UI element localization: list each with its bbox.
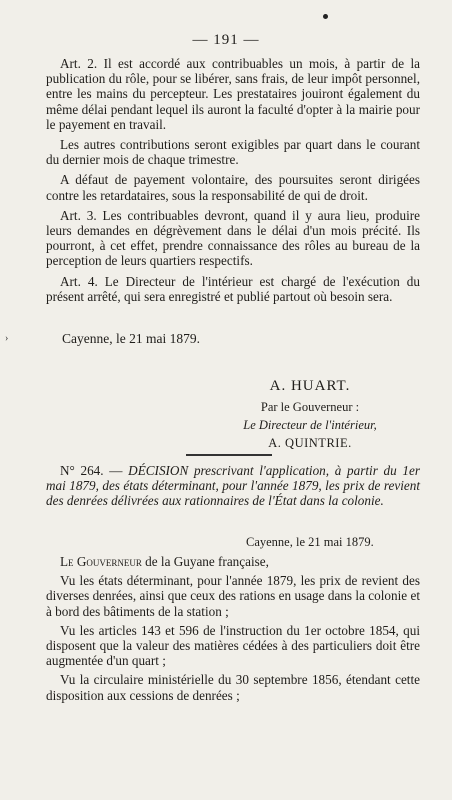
- vu-paragraph: Vu les articles 143 et 596 de l'instruction du 1er octobre 1854, qui disposent que la valeur des matières cédées à des particuliers doit être augmentée d'un quart ;: [46, 622, 420, 669]
- article-4-paragraph: Art. 4. Le Directeur de l'intérieur est chargé de l'exécution du présent arrêté, qui sera enregistré et publié partout où besoin sera.: [46, 273, 420, 304]
- article-3-paragraph: Art. 3. Les contribuables devront, quand il y aura lieu, produire leurs demandes en dégrèvement dans le délai d'un mois précité. Ils pourront, à cet effet, prendre connaissance des rôles au bureau de la perception de leurs quartiers respectifs.: [46, 207, 420, 269]
- gouverneur-rest: de la Guyane française,: [141, 554, 269, 569]
- decision-text: DÉCISION prescrivant l'application, à partir du 1er mai 1879, des états déterminant, pour l'année 1879, les prix de revient des denrées délivrées aux rationnaires de l'État dans la colonie.: [46, 463, 420, 509]
- poursuites-paragraph: A défaut de payement volontaire, des poursuites seront dirigées contre les retardataires, sous la responsabilité de qui de droit.: [46, 172, 420, 203]
- vu-paragraph: Vu les états déterminant, pour l'année 1879, les prix de revient des diverses denrées, ainsi que ceux des rations en usage dans la colonie et à bord des bâtiments de la station ;: [46, 573, 420, 619]
- signature-directeur: Le Directeur de l'intérieur,: [243, 418, 377, 432]
- signature-name: A. HUART.: [269, 378, 351, 394]
- signature-quintrie: A. QUINTRIE.: [268, 436, 352, 450]
- decision-title: [46, 463, 420, 509]
- dateline: Cayenne, le 21 mai 1879.: [62, 331, 200, 346]
- gouverneur-lead: Le Gouverneur: [60, 554, 142, 569]
- page-number: — 191 —: [192, 32, 260, 48]
- decision-header: [46, 463, 420, 513]
- signature-par-le-gouverneur: Par le Gouverneur :: [260, 400, 360, 414]
- article-blocks: [46, 56, 420, 309]
- vu-paragraph: Vu la circulaire ministérielle du 30 septembre 1856, étendant cette disposition aux cessions de denrées ;: [46, 672, 420, 703]
- decision-number: N° 264. —: [60, 463, 129, 478]
- ink-dot: [323, 14, 328, 19]
- decision-body: [46, 554, 420, 707]
- section-divider: [186, 454, 272, 456]
- article-2-paragraph: Art. 2. Il est accordé aux contribuables un mois, à partir de la publication du rôle, pour se libérer, sans frais, de leur impôt personnel, entre les mains du percepteur. Les prestataires jouiront également du même délai pendant lequel ils auront la faculté d'opter à la mairie pour le payement en travail.: [46, 56, 420, 132]
- margin-mark: ›: [5, 333, 9, 344]
- decision-place-date: Cayenne, le 21 mai 1879.: [246, 535, 374, 549]
- contributions-paragraph: Les autres contributions seront exigibles par quart dans le courant du dernier mois de chaque trimestre.: [46, 137, 420, 168]
- gouverneur-line: [46, 554, 420, 569]
